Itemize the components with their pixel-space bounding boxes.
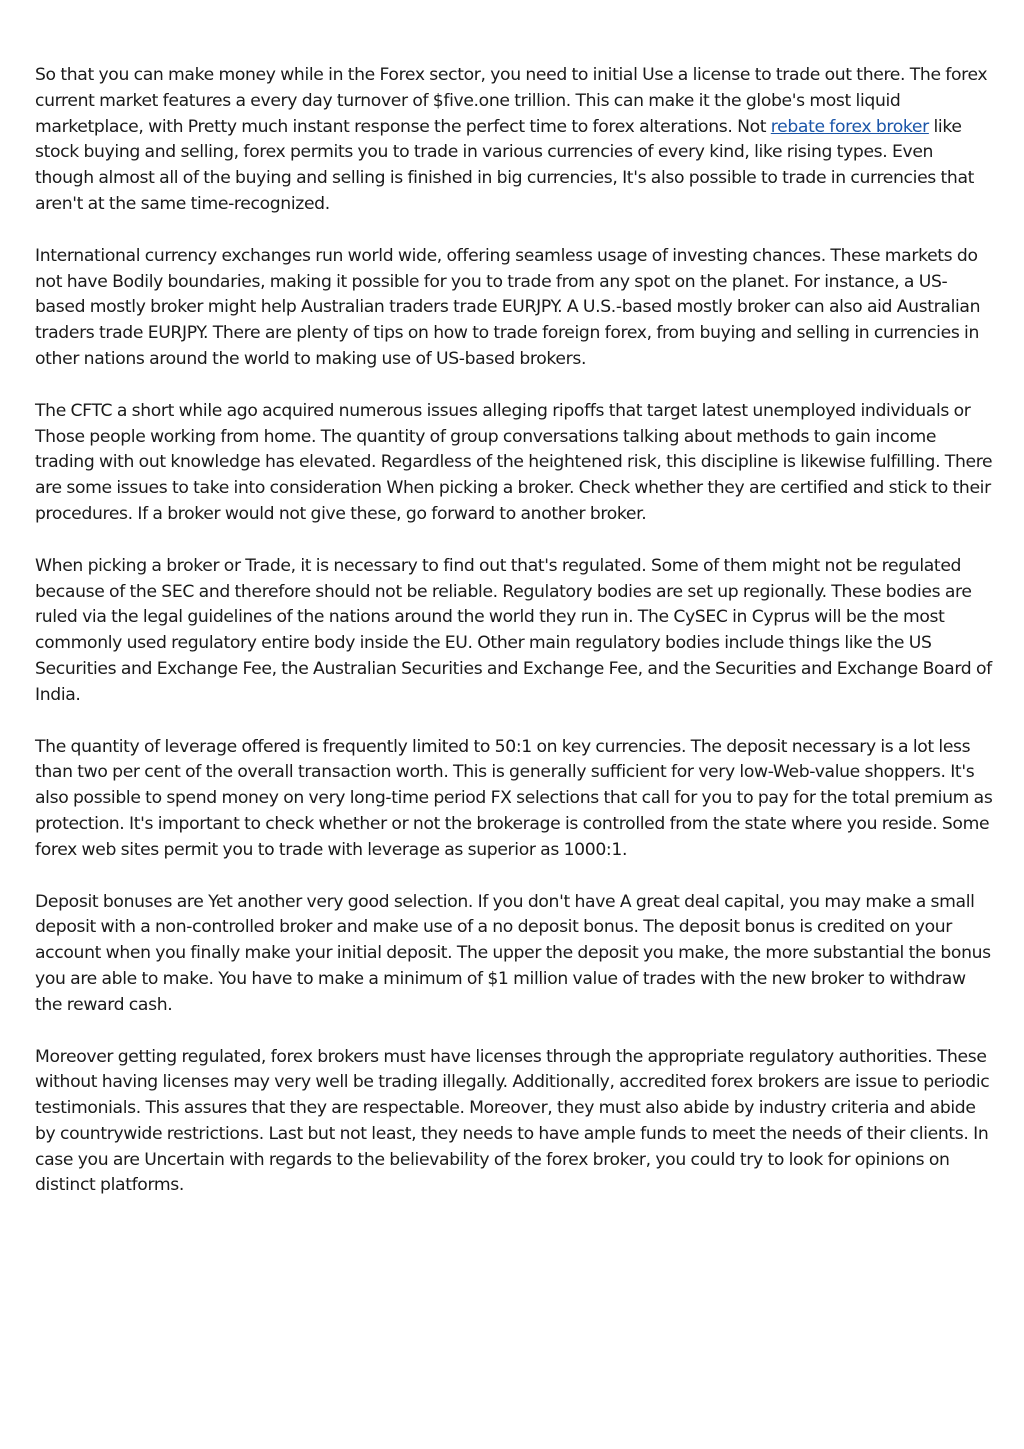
paragraph-1 (35, 63, 993, 218)
rebate-forex-broker-link[interactable]: rebate forex broker (770, 116, 929, 137)
paragraph-6: Deposit bonuses are Yet another very good selection. If you don't have A great deal capital, you may make a small deposit with a non-controlled broker and make use of a no deposit bonus. The deposit bonus is credited on your account when you finally make your initial deposit. The upper the deposit you make, the more substantial the bonus you are able to make. You have to make a minimum of $1 million value of trades with the new broker to withdraw the reward cash. (35, 891, 991, 1015)
paragraph-7: Moreover getting regulated, forex brokers must have licenses through the appropriate regulatory authorities. These without having licenses may very well be trading illegally. Additionally, accredited forex brokers are issue to periodic testimonials. This assures that they are respectable. Moreover, they must also abide by industry criteria and abide by countrywide restrictions. Last but not least, they needs to have ample funds to meet the needs of their clients. In case you are Uncertain with regards to the believability of the forex broker, you could try to look for opinions on distinct platforms. (35, 1046, 990, 1196)
paragraph-1-text-before: So that you can make money while in the Forex sector, you need to initial Use a license to trade out there. The forex current market features a every day turnover of $five.one trillion. This can make it the globe's most liquid marketplace, with Pretty much instant response the perfect time to forex alterations. Not (35, 65, 988, 137)
paragraph-1-text-after: like stock buying and selling, forex permits you to trade in various currencies of every kind, like rising types. Even though almost all of the buying and selling is finished in big currencies, It's also possible to trade in currencies that aren't at the same time-recognized. (35, 116, 975, 214)
paragraph-5: The quantity of leverage offered is frequently limited to 50:1 on key currencies. The deposit necessary is a lot less than two per cent of the overall transaction worth. This is generally sufficient for very low-Web-value shoppers. It's also possible to spend money on very long-time period FX selections that call for you to pay for the total premium as protection. It's important to check whether or not the brokerage is controlled from the state where you reside. Some forex web sites permit you to trade with leverage as superior as 1000:1. (35, 736, 993, 860)
paragraph-2: International currency exchanges run world wide, offering seamless usage of investing chances. These markets do not have Bodily boundaries, making it possible for you to trade from any spot on the planet. For instance, a US-based mostly broker might help Australian traders trade EURJPY. A U.S.-based mostly broker can also aid Australian traders trade EURJPY. There are plenty of tips on how to trade foreign forex, from buying and selling in currencies in other nations around the world to making use of US-based brokers. (35, 245, 981, 369)
document-body (35, 63, 993, 1225)
paragraph-4: When picking a broker or Trade, it is necessary to find out that's regulated. Some of them might not be regulated because of the SEC and therefore should not be reliable. Regulatory bodies are set up regionally. These bodies are ruled via the legal guidelines of the nations around the world they run in. The CySEC in Cyprus will be the most commonly used regulatory entire body inside the EU. Other main regulatory bodies include things like the US Securities and Exchange Fee, the Australian Securities and Exchange Fee, and the Securities and Exchange Board of India. (35, 555, 992, 705)
paragraph-3: The CFTC a short while ago acquired numerous issues alleging ripoffs that target latest unemployed individuals or Those people working from home. The quantity of group conversations talking about methods to gain income trading with out knowledge has elevated. Regardless of the heightened risk, this discipline is likewise fulfilling. There are some issues to take into consideration When picking a broker. Check whether they are certified and stick to their procedures. If a broker would not give these, go forward to another broker. (35, 400, 993, 524)
